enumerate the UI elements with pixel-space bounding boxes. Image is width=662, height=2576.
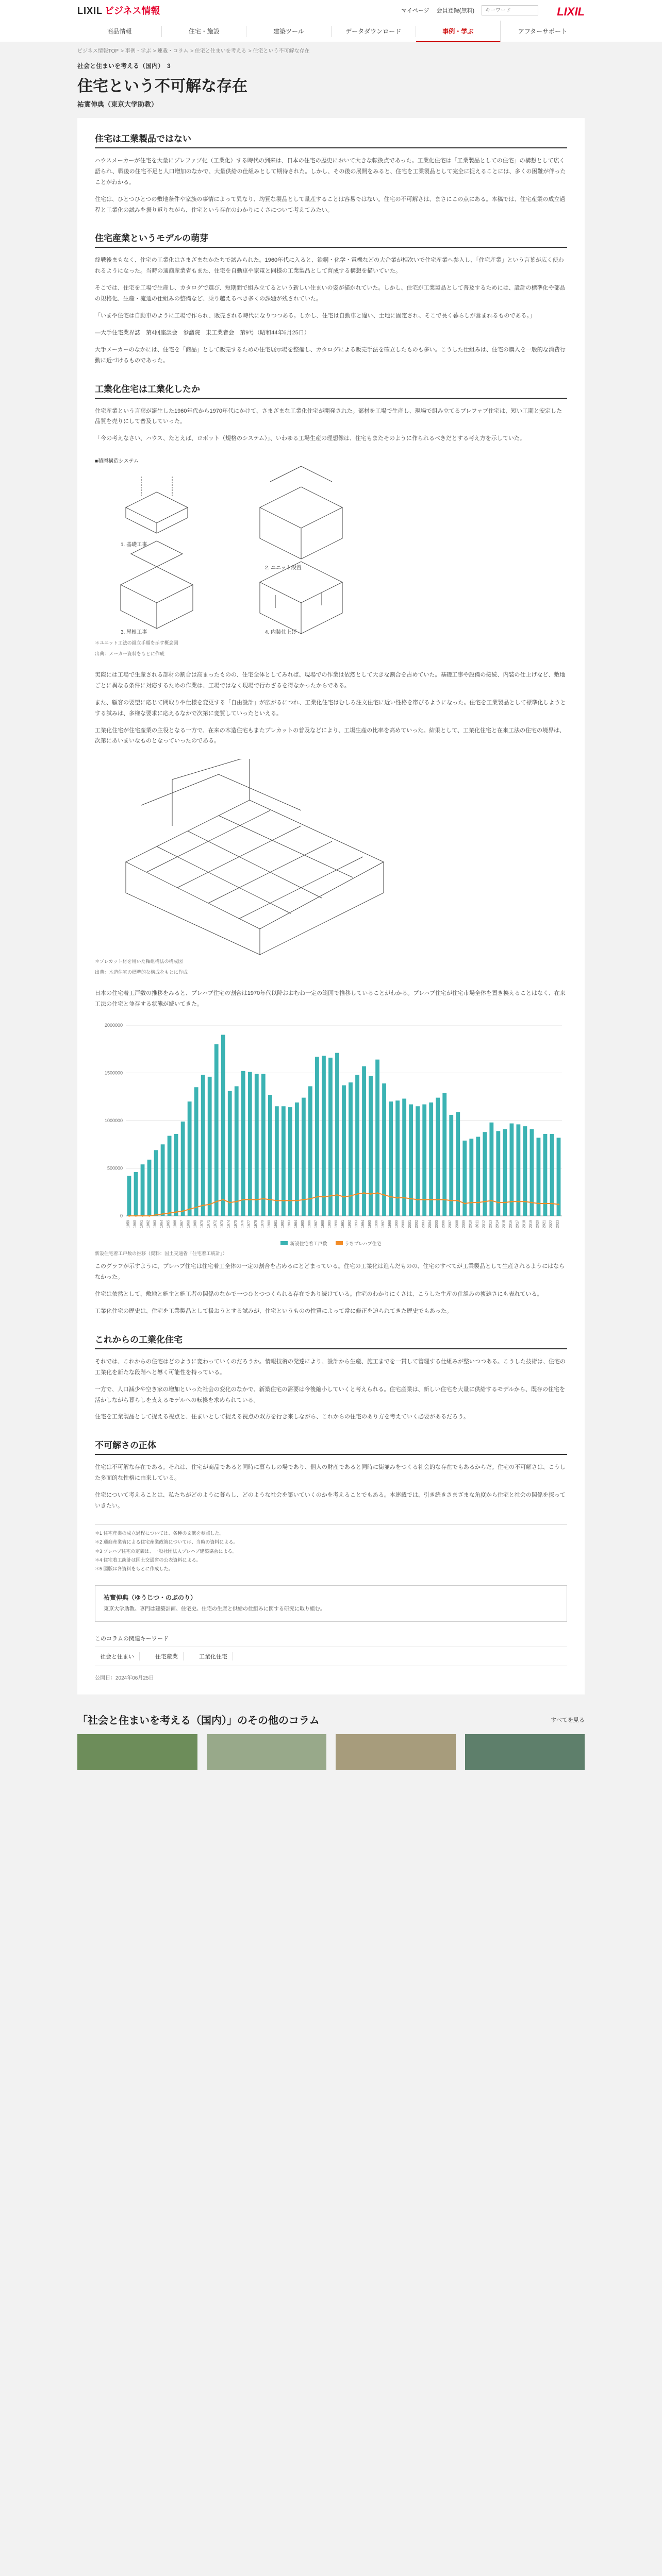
data-point — [417, 1199, 419, 1200]
site-logo[interactable] — [77, 4, 160, 17]
x-tick-label: 1989 — [327, 1219, 332, 1228]
bar — [315, 1057, 319, 1216]
x-tick-label: 1982 — [280, 1219, 285, 1228]
x-tick-label: 2022 — [549, 1219, 553, 1228]
data-point — [524, 1201, 526, 1202]
x-tick-label: 2000 — [402, 1219, 406, 1228]
bar — [469, 1139, 473, 1216]
data-point — [370, 1193, 371, 1195]
x-tick-label: 1975 — [234, 1219, 238, 1228]
data-point — [135, 1215, 137, 1216]
bar — [335, 1053, 339, 1216]
legend-item — [280, 1240, 327, 1247]
y-tick-label: 2000000 — [104, 1022, 123, 1028]
x-tick-label: 1971 — [207, 1219, 211, 1228]
bar — [288, 1107, 292, 1216]
nav-housing[interactable]: 住宅・施設 — [162, 26, 246, 37]
step-label: 4. 内装仕上げ — [265, 630, 297, 636]
x-tick-label: 2023 — [556, 1219, 560, 1228]
x-tick-label: 1981 — [274, 1219, 278, 1228]
legend-item — [336, 1240, 382, 1247]
data-point — [249, 1199, 251, 1200]
data-point — [498, 1201, 499, 1203]
bar — [261, 1074, 266, 1216]
data-point — [544, 1202, 546, 1204]
data-point — [477, 1201, 479, 1203]
bar — [389, 1101, 393, 1216]
bar — [127, 1176, 131, 1216]
footnote: ＊1 住宅産業の成立過程については、各種の文献を参照した。 — [95, 1530, 224, 1536]
step-label: 1. 基礎工事 — [121, 542, 147, 548]
figure-source: 出典：木造住宅の標準的な構成をもとに作成 — [95, 969, 188, 975]
x-tick-label: 2001 — [408, 1219, 412, 1228]
x-tick-label: 2013 — [489, 1219, 493, 1228]
data-point — [142, 1215, 143, 1216]
data-point — [451, 1200, 452, 1201]
x-tick-label: 1966 — [173, 1219, 177, 1228]
x-tick-label: 1983 — [287, 1219, 291, 1228]
footnote: ＊3 プレハブ住宅の定義は、一般社団法人プレハブ建築協会による。 — [95, 1548, 237, 1554]
bar — [322, 1056, 326, 1216]
data-point — [350, 1195, 351, 1196]
x-tick-label: 1974 — [227, 1219, 231, 1228]
x-tick-label: 2010 — [469, 1219, 473, 1228]
paragraph: 日本の住宅着工戸数の推移をみると、プレハブ住宅の割合は1970年代以降おおむね一定の範囲で推移していることがわかる。プレハブ住宅が住宅市場全体を置き換えることはなく、在来工法の住宅と並存する状態が続いてきた。 — [95, 990, 566, 1008]
bar — [134, 1172, 138, 1216]
bar — [282, 1106, 286, 1216]
data-point — [316, 1196, 318, 1197]
chart-legend — [95, 1240, 567, 1247]
legend-swatch — [336, 1241, 343, 1245]
data-point — [437, 1199, 439, 1200]
x-tick-label: 2012 — [482, 1219, 486, 1228]
logo-main: LIXIL — [77, 6, 103, 16]
search-input[interactable] — [482, 5, 538, 15]
bar — [221, 1035, 225, 1216]
chart-caption: 新設住宅着工戸数の推移（資料：国土交通省「住宅着工統計」） — [95, 1250, 227, 1256]
x-tick-label: 1960 — [133, 1219, 137, 1228]
page-title: 住宅という不可解な存在 — [77, 78, 247, 95]
x-tick-label: 1970 — [200, 1219, 204, 1228]
frame-structure-illustration — [95, 759, 404, 955]
keyword-tag[interactable]: 工業化住宅 — [194, 1652, 233, 1660]
brand-logo[interactable]: LIXIL — [557, 5, 585, 18]
data-point — [424, 1199, 425, 1200]
member-register-link[interactable]: 会員登録(無料) — [436, 8, 474, 14]
x-tick-label: 2021 — [542, 1219, 547, 1228]
data-point — [262, 1198, 264, 1199]
section-heading: これからの工業化住宅 — [95, 1332, 567, 1349]
data-point — [128, 1215, 130, 1216]
x-tick-label: 1959 — [126, 1219, 130, 1228]
x-tick-label: 2007 — [449, 1219, 453, 1228]
view-all-link[interactable]: すべてを見る — [551, 1717, 585, 1723]
x-tick-label: 2014 — [495, 1219, 500, 1228]
section-heading: 住宅産業というモデルの萌芽 — [95, 231, 567, 248]
bar — [302, 1098, 306, 1216]
keyword-list — [95, 1647, 567, 1666]
data-point — [289, 1200, 291, 1201]
section-heading: 工業化住宅は工業化したか — [95, 382, 567, 399]
related-title: 「社会と住まいを考える（国内）」のその他のコラム — [77, 1715, 320, 1727]
quote: 「いまや住宅は自動車のように工場で作られ、販売される時代になりつつある。しかし、住宅は自動車と違い、土地に固定され、そこで長く暮らしが営まれるものである。」 — [95, 313, 535, 319]
data-point — [363, 1192, 365, 1194]
x-tick-label: 2018 — [522, 1219, 526, 1228]
figure-source: 出典：メーカー資料をもとに作成 — [95, 651, 164, 656]
paragraph: このグラフが示すように、プレハブ住宅は住宅着工全体の一定の割合を占めるにとどまっている。住宅の工業化は進んだものの、住宅のすべてが工業製品として生産されるようにはならなかった。 — [95, 1263, 565, 1281]
data-point — [155, 1214, 157, 1215]
nav-download[interactable]: データダウンロード — [332, 26, 416, 37]
x-tick-label: 1963 — [153, 1219, 157, 1228]
nav-products[interactable]: 商品情報 — [77, 26, 162, 37]
step-label: 3. 屋根工事 — [121, 630, 147, 636]
unit-assembly-illustration — [95, 466, 384, 636]
data-point — [195, 1207, 197, 1208]
x-tick-label: 1986 — [307, 1219, 311, 1228]
paragraph: また、顧客の要望に応じて間取りや仕様を変更する「自由設計」が広がるにつれ、工業化住宅はむしろ注文住宅に近い性格を帯びるようになった。住宅を工業製品として標準化しようとする試みは、多様な要求に応えるなかで次第に変質していったといえる。 — [95, 699, 566, 717]
data-point — [229, 1201, 230, 1203]
paragraph: 住宅産業という言葉が誕生した1960年代から1970年代にかけて、さまざまな工業化住宅が開発された。部材を工場で生産し、現場で組み立てるプレファブ住宅は、短い工期と安定した品質を売りにして普及していった。 — [95, 408, 562, 425]
data-point — [383, 1194, 385, 1196]
x-tick-label: 1968 — [187, 1219, 191, 1228]
data-point — [242, 1199, 244, 1200]
paragraph: 住宅は不可解な存在である。それは、住宅が商品であると同時に暮らしの場であり、個人の財産であると同時に街並みをつくる社会的な存在でもあるからだ。住宅の不可解さは、こうした多面的な性格に由来している。 — [95, 1464, 566, 1482]
paragraph: 住宅について考えることは、私たちがどのように暮らし、どのような社会を築いていくのかを考えることでもある。本連載では、引き続きさまざまな角度から住宅と社会の関係を探っていきたい。 — [95, 1492, 566, 1510]
data-point — [189, 1208, 190, 1210]
paragraph: 「今の考えなさい、ハウス、たとえば、ロボット（規格のシステム）」、いわゆる工場生産の理想像は、住宅もまたそのように作られるべきだとする考え方を示していた。 — [95, 435, 525, 442]
paragraph: 住宅を工業製品として捉える視点と、住まいとして捉える視点の双方を行き来しながら、これからの住宅のあり方を考えていく必要があるだろう。 — [95, 1414, 469, 1420]
footnote: ＊2 通商産業省による住宅産業政策については、当時の資料による。 — [95, 1539, 238, 1545]
bar — [235, 1086, 239, 1216]
profile-bio: 東京大学助教。専門は建築計画、住宅史。住宅の生産と供給の仕組みに関する研究に取り組む。 — [104, 1606, 325, 1613]
bar — [476, 1137, 480, 1216]
keyword-tag[interactable]: 住宅産業 — [150, 1652, 184, 1660]
data-point — [404, 1197, 405, 1198]
data-point — [538, 1202, 539, 1204]
data-point — [531, 1201, 533, 1203]
footnote: ＊5 図版は各資料をもとに作成した。 — [95, 1566, 173, 1572]
bar — [268, 1095, 272, 1216]
x-tick-label: 2015 — [502, 1219, 506, 1228]
quote-source: ―大手住宅業界誌 第4回座談会 参議院 東工業者会 第9号（昭和44年6月25日） — [95, 329, 310, 336]
paragraph: そこでは、住宅を工場で生産し、カタログで選び、短期間で組み立てるという新しい住まいの姿が描かれていた。しかし、住宅が工業製品として普及するためには、設計の標準化や部品の規格化、生産・流通の仕組みの整備など、乗り越えるべき多くの課題が残されていた。 — [95, 285, 566, 302]
data-point — [202, 1205, 204, 1206]
data-point — [169, 1212, 170, 1214]
data-point — [276, 1200, 277, 1201]
data-point — [303, 1199, 304, 1200]
paragraph: 住宅は、ひとつひとつの敷地条件や家族の事情によって異なり、均質な製品として量産することは容易ではない。住宅の不可解さは、まさにこの点にある。本稿では、住宅産業の成立過程と工業化の試みを振り返りながら、住宅という存在のわかりにくさについて考えてみたい。 — [95, 196, 566, 213]
bar — [168, 1136, 172, 1216]
bar — [214, 1044, 219, 1216]
bar — [523, 1126, 527, 1216]
data-point — [464, 1202, 466, 1204]
paragraph: 大手メーカーのなかには、住宅を「商品」として販売するための住宅展示場を整備し、カタログによる販売手法を確立したものも多い。こうした仕組みは、住宅の購入を一般的な消費行動に近づけるものであった。 — [95, 346, 566, 364]
publish-date: 公開日：2024年06月25日 — [95, 1675, 154, 1682]
legend-swatch — [280, 1241, 288, 1245]
bar — [483, 1132, 487, 1216]
step-label: 2. ユニット設置 — [265, 565, 302, 571]
data-point — [222, 1199, 224, 1200]
nav-support[interactable]: アフターサポート — [518, 28, 568, 35]
x-tick-label: 2005 — [435, 1219, 439, 1228]
series-label: 社会と住まいを考える（国内） 3 — [77, 62, 171, 70]
bar — [228, 1091, 232, 1216]
data-point — [484, 1201, 486, 1202]
data-point — [323, 1196, 324, 1197]
breadcrumb-item[interactable]: ビジネス情報TOP — [77, 48, 119, 54]
x-tick-label: 2016 — [509, 1219, 513, 1228]
data-point — [329, 1195, 331, 1196]
global-nav — [0, 21, 662, 42]
section-heading: 住宅は工業製品ではない — [95, 131, 567, 148]
data-point — [162, 1213, 163, 1215]
x-tick-label: 1977 — [247, 1219, 251, 1228]
nav-cases-learn[interactable]: 事例・学ぶ — [416, 21, 501, 42]
data-point — [431, 1199, 432, 1200]
bar — [295, 1103, 299, 1216]
related-card-image[interactable] — [207, 1734, 327, 1770]
x-tick-label: 2019 — [529, 1219, 533, 1228]
section-heading: 不可解さの正体 — [95, 1438, 567, 1455]
paragraph: 工業化住宅が住宅産業の主役となる一方で、在来の木造住宅もまたプレカットの普及などにより、工場生産の比率を高めていった。結果として、工業化住宅と在来工法の住宅の境界は、次第にあいまいなものとなっていったのである。 — [95, 727, 566, 744]
bar — [382, 1083, 386, 1216]
x-tick-label: 1993 — [355, 1219, 359, 1228]
paragraph: 工業化住宅の歴史は、住宅を工業製品として扱おうとする試みが、住宅というものの性質によって常に修正を迫られてきた歴史でもあった。 — [95, 1308, 452, 1314]
paragraph: 終戦後まもなく、住宅の工業化はさまざまなかたちで試みられた。1960年代に入ると、鉄鋼・化学・電機などの大企業が相次いで住宅産業へ参入し、「住宅産業」という言葉が広く使われるようになった。当時の通商産業省もまた、住宅を自動車や家電と同様の工業製品として育成する構想を描いていた。 — [95, 257, 564, 275]
paragraph: 住宅は依然として、敷地と施主と施工者の関係のなかで一つひとつつくられる存在であり続けている。住宅のわかりにくさは、こうした生産の仕組みの複雑さにも表れている。 — [95, 1291, 543, 1298]
x-tick-label: 1962 — [146, 1219, 151, 1228]
legend-label: うちプレハブ住宅 — [344, 1241, 382, 1246]
x-tick-label: 1976 — [240, 1219, 244, 1228]
data-point — [491, 1200, 492, 1201]
bar — [275, 1106, 279, 1216]
related-card-image[interactable] — [465, 1734, 585, 1770]
figure-caption: ＊プレカット材を用いた軸組構法の構成図 — [95, 959, 183, 964]
x-tick-label: 1978 — [254, 1219, 258, 1228]
x-tick-label: 2017 — [516, 1219, 520, 1228]
x-tick-label: 1984 — [294, 1219, 298, 1228]
data-point — [390, 1196, 392, 1197]
x-tick-label: 1967 — [180, 1219, 184, 1228]
author-name: 祐實伸典（東京大学助教） — [77, 100, 158, 108]
data-point — [309, 1198, 311, 1199]
figure-unit-assembly — [95, 456, 567, 657]
breadcrumb-item[interactable]: 事例・学ぶ — [125, 48, 151, 54]
x-tick-label: 1996 — [375, 1219, 379, 1228]
x-tick-label: 1991 — [341, 1219, 345, 1228]
bar — [161, 1144, 165, 1216]
x-tick-label: 1987 — [314, 1219, 318, 1228]
data-point — [336, 1194, 338, 1196]
data-point — [256, 1199, 257, 1200]
data-point — [236, 1201, 237, 1202]
x-tick-label: 1964 — [160, 1219, 164, 1228]
data-point — [444, 1199, 445, 1200]
bar — [241, 1071, 245, 1216]
data-point — [518, 1201, 519, 1202]
x-tick-label: 1992 — [348, 1219, 352, 1228]
related-cards — [77, 1734, 585, 1770]
footnote: ＊4 住宅着工統計は国土交通省の公表資料による。 — [95, 1557, 201, 1563]
x-tick-label: 2011 — [475, 1219, 479, 1228]
paragraph: 実際には工場で生産される部材の割合は高まったものの、住宅全体としてみれば、現場での作業は依然として大きな割合を占めていた。基礎工事や設備の接続、内装の仕上げなど、敷地ごとに異なる条件に対応するための作業は、工場ではなく現場で行わざるを得なかったからである。 — [95, 672, 566, 689]
data-point — [376, 1192, 378, 1194]
paragraph: 一方で、人口減少や空き家の増加といった社会の変化のなかで、新築住宅の需要は今後縮小していくと考えられる。住宅産業は、新しい住宅を大量に供給するモデルから、既存の住宅を活かしながら暮らしを支えるモデルへの転換を求められている。 — [95, 1386, 566, 1403]
x-tick-label: 2003 — [422, 1219, 426, 1228]
x-tick-label: 1995 — [368, 1219, 372, 1228]
bar — [208, 1077, 212, 1216]
breadcrumb-current: 住宅という不可解な存在 — [253, 48, 310, 54]
bar — [436, 1098, 440, 1216]
related-columns — [0, 1694, 662, 1770]
x-tick-label: 1997 — [382, 1219, 386, 1228]
data-point — [175, 1211, 177, 1213]
bar — [194, 1087, 198, 1216]
bar — [308, 1086, 312, 1216]
bar — [489, 1123, 493, 1216]
keyword-tag[interactable]: 社会と住まい — [95, 1652, 140, 1660]
data-point — [148, 1215, 150, 1216]
y-tick-label: 1500000 — [104, 1070, 123, 1076]
data-point — [296, 1200, 297, 1201]
data-point — [558, 1204, 559, 1205]
x-tick-label: 1988 — [321, 1219, 325, 1228]
bar — [141, 1164, 145, 1216]
legend-label: 新設住宅着工戸数 — [290, 1241, 327, 1246]
data-point — [504, 1201, 506, 1203]
article-body — [77, 118, 585, 1694]
y-tick-label: 1000000 — [104, 1117, 123, 1123]
x-tick-label: 1999 — [395, 1219, 399, 1228]
figure-caption: ＊ユニット工法の組立手順を示す概念図 — [95, 640, 178, 646]
site-header — [0, 0, 662, 42]
x-tick-label: 1965 — [167, 1219, 171, 1228]
x-tick-label: 2002 — [415, 1219, 419, 1228]
bar — [462, 1141, 467, 1216]
housing-starts-chart — [95, 1020, 567, 1257]
bar — [201, 1075, 205, 1216]
data-point — [182, 1210, 184, 1212]
data-point — [397, 1197, 399, 1198]
data-point — [356, 1193, 358, 1195]
x-tick-label: 1969 — [193, 1219, 197, 1228]
figure-frame-structure — [95, 759, 567, 976]
bar — [188, 1101, 192, 1216]
data-point — [471, 1201, 472, 1203]
nav-tools[interactable]: 建築ツール — [246, 26, 331, 37]
breadcrumb-item[interactable]: 連載・コラム — [157, 48, 189, 54]
data-point — [511, 1201, 512, 1202]
x-tick-label: 1972 — [213, 1219, 218, 1228]
breadcrumb: ビジネス情報TOP > 事例・学ぶ > 連載・コラム > 住宅と住まいを考える > 住宅という不可解な存在 — [77, 48, 310, 54]
x-tick-label: 1994 — [361, 1219, 366, 1228]
figure-label: ■積層構造システム — [95, 459, 139, 465]
y-tick-label: 0 — [120, 1213, 123, 1218]
footnotes — [95, 1524, 567, 1573]
x-tick-label: 1973 — [220, 1219, 224, 1228]
bar — [442, 1093, 446, 1216]
keywords-title: このコラムの関連キーワード — [95, 1636, 169, 1642]
breadcrumb-item[interactable]: 住宅と住まいを考える — [194, 48, 246, 54]
y-tick-label: 500000 — [107, 1165, 123, 1171]
x-tick-label: 2008 — [455, 1219, 459, 1228]
bar — [328, 1058, 333, 1216]
data-point — [343, 1196, 344, 1197]
profile-name: 祐實伸典（ゆうじつ・のぶのり） — [104, 1594, 197, 1602]
author-profile — [95, 1585, 567, 1622]
data-point — [551, 1202, 553, 1204]
related-card-image[interactable] — [77, 1734, 197, 1770]
bar — [181, 1122, 185, 1216]
bar — [369, 1076, 373, 1216]
bar — [147, 1160, 152, 1216]
bar — [255, 1074, 259, 1216]
x-tick-label: 1985 — [301, 1219, 305, 1228]
data-point — [410, 1198, 412, 1199]
paragraph: それでは、これからの住宅はどのように変わっていくのだろうか。情報技術の発達により、設計から生産、施工までを一貫して管理する仕組みが整いつつある。こうした技術は、住宅の工業化を新たな段階へと導く可能性を持っている。 — [95, 1358, 566, 1376]
x-tick-label: 1979 — [260, 1219, 264, 1228]
x-tick-label: 2020 — [536, 1219, 540, 1228]
x-tick-label: 1961 — [140, 1219, 144, 1228]
mypage-link[interactable]: マイページ — [401, 8, 429, 14]
bar — [174, 1134, 178, 1216]
bar — [154, 1150, 158, 1216]
data-point — [283, 1200, 284, 1201]
bar — [248, 1072, 252, 1216]
x-tick-label: 2006 — [442, 1219, 446, 1228]
bar-chart — [95, 1020, 567, 1236]
data-point — [269, 1199, 271, 1200]
data-point — [209, 1204, 210, 1205]
data-point — [216, 1201, 217, 1202]
x-tick-label: 2009 — [462, 1219, 466, 1228]
x-tick-label: 2004 — [428, 1219, 433, 1228]
x-tick-label: 1998 — [388, 1219, 392, 1228]
logo-sub: ビジネス情報 — [105, 6, 160, 16]
x-tick-label: 1990 — [334, 1219, 338, 1228]
data-point — [457, 1200, 459, 1201]
x-tick-label: 1980 — [267, 1219, 271, 1228]
paragraph: ハウスメーカーが住宅を大量にプレファブ化（工業化）する時代の到来は、日本の住宅の歴史において大きな転換点であった。工業化住宅は「工業製品としての住宅」の構想として広く語られ、戦後の住宅不足と人口増加のなかで、大量供給の仕組みとして期待された。しかし、その後の展開をみると、住宅を工業製品として完全に捉えることには、多くの困難が伴ったことがわかる。 — [95, 158, 566, 185]
related-card-image[interactable] — [336, 1734, 456, 1770]
